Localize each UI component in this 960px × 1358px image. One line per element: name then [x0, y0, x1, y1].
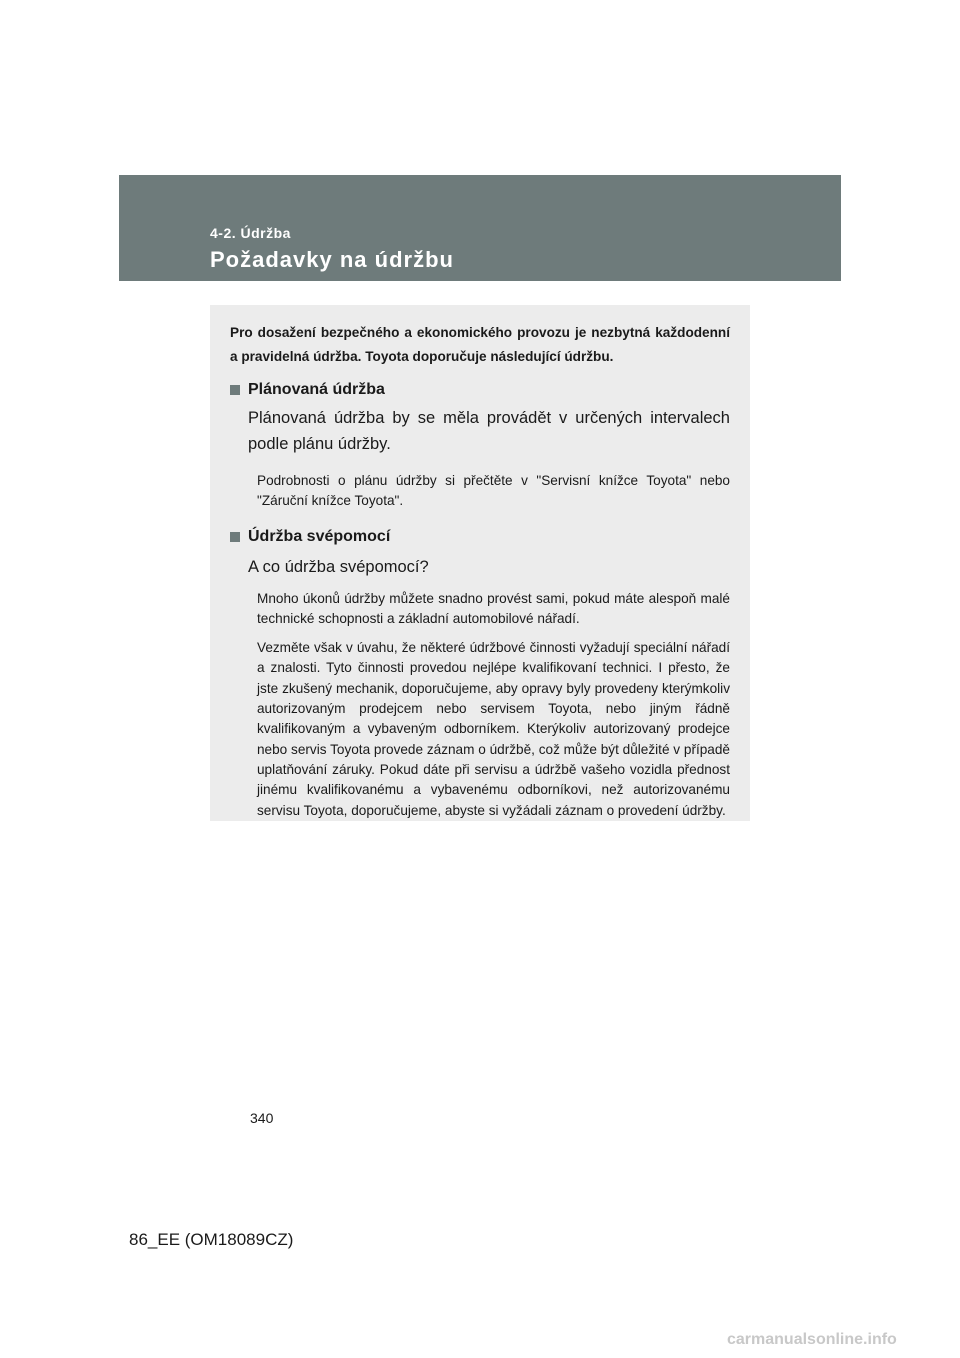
section-heading [230, 526, 730, 548]
document-code: 86_EE (OM18089CZ) [129, 1230, 294, 1249]
section-body [230, 405, 730, 512]
section-heading-text: Plánovaná údržba [248, 381, 385, 398]
section-planned-maintenance [230, 379, 730, 512]
section-heading [230, 379, 730, 401]
section-label: 4-2. Údržba [210, 225, 291, 241]
section-note: Mnoho úkonů údržby můžete snadno provést sami, pokud máte alespoň malé technické schopnosti a základní automobilové nářadí. [257, 590, 730, 626]
page-title: Požadavky na údržbu [210, 247, 454, 272]
section-heading-text: Údržba svépomocí [248, 527, 391, 545]
section-body [230, 554, 730, 821]
watermark: carmanualsonline.info [727, 1331, 897, 1348]
square-bullet-icon [230, 385, 240, 395]
content-box [210, 305, 750, 821]
square-bullet-icon [230, 532, 240, 542]
section-self-maintenance [230, 526, 730, 821]
page-number: 340 [250, 1110, 274, 1126]
section-lead: Plánovaná údržba by se měla provádět v určených intervalech podle plánu údržby. [248, 409, 730, 453]
section-header [119, 175, 841, 281]
intro-text: Pro dosažení bezpečného a ekonomického provozu je nezbytná každodenní a pravidelná údržba. Toyota doporučuje následující údržbu. [230, 325, 730, 364]
section-note: Podrobnosti o plánu údržby si přečtěte v "Servisní knížce Toyota" nebo "Záruční knížce Toyota". [257, 473, 730, 509]
section-lead: A co údržba svépomocí? [248, 557, 429, 576]
section-note: Vezměte však v úvahu, že některé údržbové činnosti vyžadují speciální nářadí a znalosti. Tyto činnosti provedou nejlépe kvalifikovaní technici. I přesto, že jste zkušený mechanik, doporučujeme, aby opravy byly provedeny kterýmkoliv autorizovaným prodejcem nebo servisem Toyota, nebo jiným řádně kvalifikovaným a vybaveným odborníkem. Kterýkoliv autorizovaný prodejce nebo servis Toyota provede záznam o údržbě, což může být důležité v případě uplatňování záruky. Pokud dáte při servisu a údržbě vašeho vozidla přednost jinému kvalifikovanému a vybavenému odborníkovi, než autorizovanému servisu Toyota, doporučujeme, abyste si vyžádali záznam o provedení údržby. [257, 640, 730, 818]
